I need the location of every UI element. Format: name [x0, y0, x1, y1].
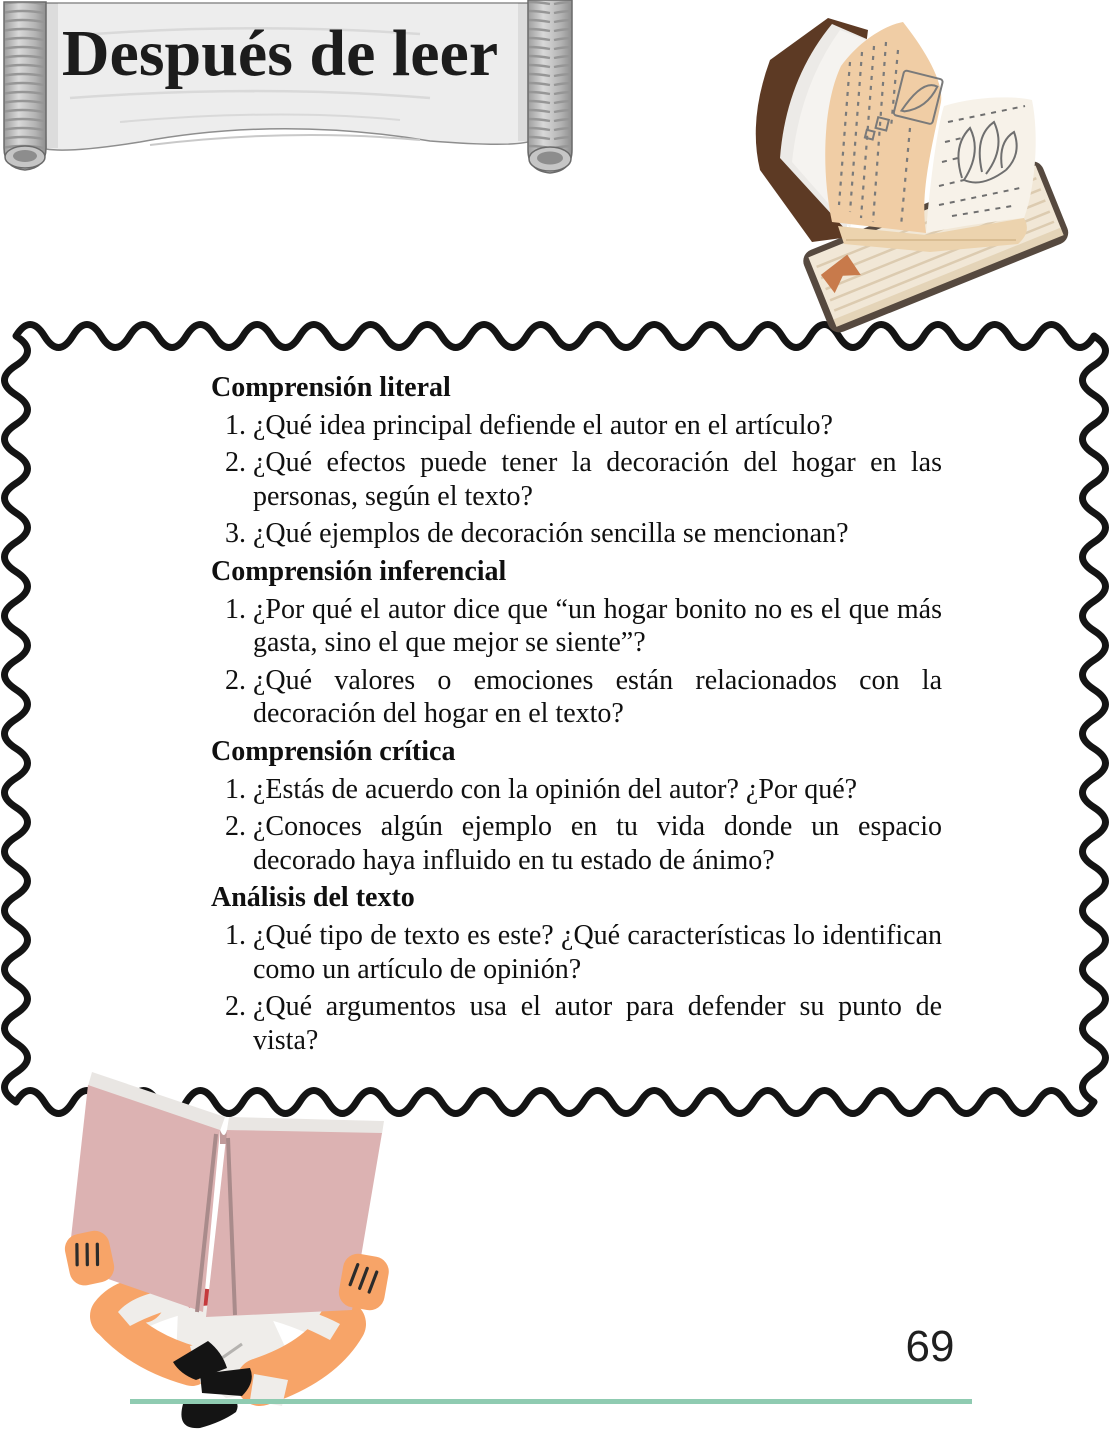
scroll-banner — [0, 0, 600, 200]
question-item: 3. ¿Qué ejemplos de decoración sencilla se mencionan? — [253, 517, 942, 551]
question-item: 2. ¿Qué efectos puede tener la decoración del hogar en las personas, según el texto? — [253, 446, 942, 513]
question-item: 2. ¿Conoces algún ejemplo en tu vida donde un espacio decorado haya influido en tu estado de ánimo? — [253, 810, 942, 877]
question-item: 1. ¿Estás de acuerdo con la opinión del autor? ¿Por qué? — [253, 773, 942, 807]
reading-child-icon — [30, 1060, 430, 1440]
kid-book — [68, 1072, 384, 1317]
section-heading: Comprensión inferencial — [211, 555, 507, 587]
question-item: 1. ¿Qué idea principal defiende el autor en el artículo? — [253, 409, 942, 443]
books-stack-icon — [720, 0, 1110, 340]
footer-rule — [130, 1399, 972, 1404]
question-item: 1. ¿Qué tipo de texto es este? ¿Qué características lo identifican como un artículo de opinión? — [253, 919, 942, 986]
open-book — [756, 18, 1036, 252]
question-item: 2. ¿Qué argumentos usa el autor para defender su punto de vista? — [253, 990, 942, 1057]
question-list — [211, 409, 942, 551]
section-heading: Comprensión crítica — [211, 735, 456, 767]
section-heading: Análisis del texto — [211, 882, 415, 914]
scroll-right-roll — [528, 0, 572, 173]
section-heading: Comprensión literal — [211, 372, 451, 403]
questions-block — [211, 371, 942, 1061]
page-number: 69 — [905, 1322, 955, 1371]
page-title: Después de leer — [61, 17, 499, 90]
question-list — [211, 919, 942, 1057]
question-item: 1. ¿Por qué el autor dice que “un hogar bonito no es el que más gasta, sino el que mejor se siente”? — [253, 593, 942, 660]
question-list — [211, 773, 942, 878]
question-list — [211, 593, 942, 731]
question-item: 2. ¿Qué valores o emociones están relacionados con la decoración del hogar en el texto? — [253, 664, 942, 731]
